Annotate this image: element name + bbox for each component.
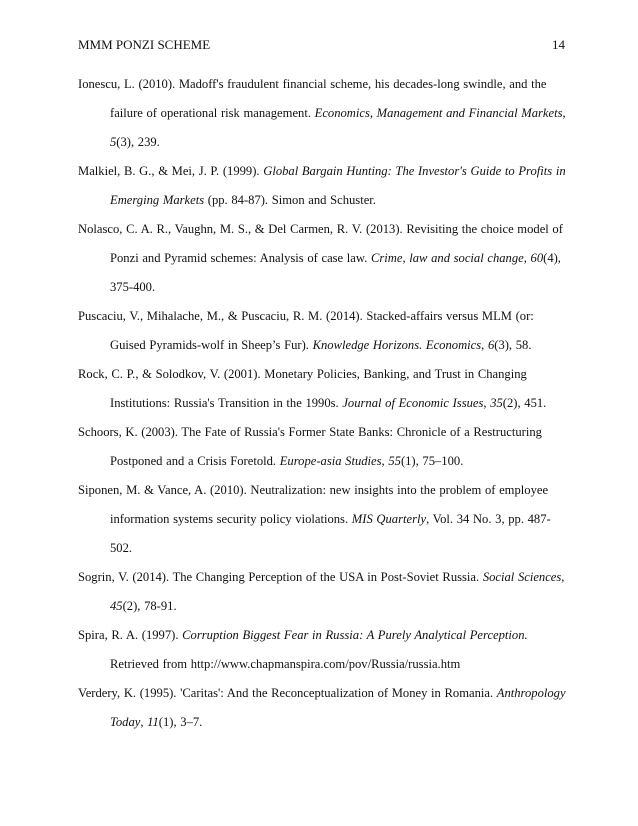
reference-entry: Nolasco, C. A. R., Vaughn, M. S., & Del Carmen, R. V. (2013). Revisiting the choice model of Ponzi and Pyramid schemes: Analysis of case law. Crime, law and social change, 60(4), 375-400. bbox=[78, 222, 563, 294]
reference-entry: Verdery, K. (1995). 'Caritas': And the Reconceptualization of Money in Romania. Anthropology Today, 11(1), 3–7. bbox=[78, 686, 566, 729]
reference-entry: Malkiel, B. G., & Mei, J. P. (1999). Global Bargain Hunting: The Investor's Guide to Profits in Emerging Markets (pp. 84-87). Simon and Schuster. bbox=[78, 164, 566, 207]
reference-entry: Puscaciu, V., Mihalache, M., & Puscaciu, R. M. (2014). Stacked-affairs versus MLM (or: Guised Pyramids-wolf in Sheep’s Fur). Knowledge Horizons. Economics, 6(3), 58. bbox=[78, 309, 534, 352]
reference-entry: Ionescu, L. (2010). Madoff's fraudulent financial scheme, his decades-long swindle, and the failure of operational risk management. Economics, Management and Financial Markets, 5(3), 239. bbox=[78, 77, 566, 149]
reference-entry: Rock, C. P., & Solodkov, V. (2001). Monetary Policies, Banking, and Trust in Changing Institutions: Russia's Transition in the 1990s. Journal of Economic Issues, 35(2), 451. bbox=[78, 367, 547, 410]
running-head: MMM PONZI SCHEME bbox=[78, 37, 211, 52]
page-header bbox=[78, 37, 565, 55]
page-number: 14 bbox=[552, 37, 565, 52]
reference-list bbox=[78, 70, 570, 737]
reference-entry: Spira, R. A. (1997). Corruption Biggest Fear in Russia: A Purely Analytical Perception. Retrieved from http://www.chapmanspira.com/pov/Russia/russia.htm bbox=[78, 628, 528, 671]
reference-entry: Schoors, K. (2003). The Fate of Russia's Former State Banks: Chronicle of a Restructuring Postponed and a Crisis Foretold. Europe-asia Studies, 55(1), 75–100. bbox=[78, 425, 542, 468]
reference-entry: Sogrin, V. (2014). The Changing Perception of the USA in Post-Soviet Russia. Social Sciences, 45(2), 78-91. bbox=[78, 570, 565, 613]
reference-entry: Siponen, M. & Vance, A. (2010). Neutralization: new insights into the problem of employee information systems security policy violations. MIS Quarterly, Vol. 34 No. 3, pp. 487-502. bbox=[78, 483, 551, 555]
